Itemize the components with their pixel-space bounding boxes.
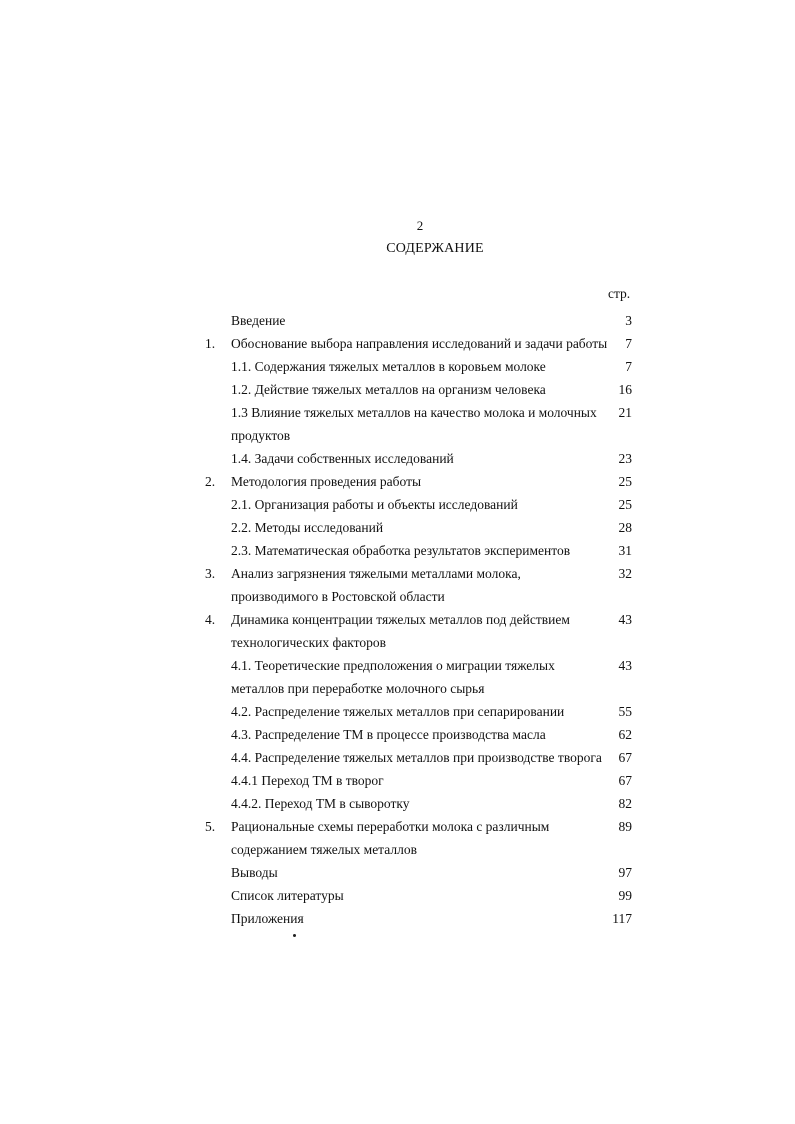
toc-entry-page: 99 [618, 888, 632, 903]
toc-entry-number: 2. [205, 474, 216, 489]
toc-entry-title [231, 470, 606, 493]
toc-entry-number: 1. [205, 336, 216, 351]
toc-entry-title [231, 562, 606, 608]
toc-entry-page: 7 [625, 359, 632, 374]
toc-entry-page: 21 [618, 405, 632, 420]
toc-entry-page: 67 [618, 750, 632, 765]
toc-entry-title [231, 884, 606, 907]
toc-entry-title-line: 2.1. Организация работы и объекты исследований [231, 497, 518, 512]
page-number: 2 [416, 218, 424, 233]
toc-entry-title [231, 815, 606, 861]
toc-entry-page: 67 [618, 773, 632, 788]
toc-entry-title-line: Выводы [231, 865, 278, 880]
toc-entry-title-line: Обоснование выбора направления исследований и задачи работы [231, 336, 608, 351]
toc-entry-title-line: продуктов [231, 428, 291, 443]
toc-entry-title [231, 746, 606, 769]
toc-entry-title [231, 700, 606, 723]
toc-entry-page: 23 [618, 451, 632, 466]
toc-entry-title [231, 907, 606, 930]
toc-entry-page: 28 [618, 520, 632, 535]
toc-entry-title-line: технологических факторов [231, 635, 386, 650]
toc-entry-page: 62 [618, 727, 632, 742]
toc-entry-page: 82 [618, 796, 632, 811]
toc-entry-title-line: Введение [231, 313, 286, 328]
toc-entry-title [231, 654, 606, 700]
toc-entry-title-line: Анализ загрязнения тяжелыми металлами молока, [231, 566, 521, 581]
toc-entry-title-line: 4.4.2. Переход ТМ в сыворотку [231, 796, 410, 811]
toc-entry-title [231, 769, 606, 792]
toc-entry-title [231, 608, 606, 654]
toc-entry-title-line: Динамика концентрации тяжелых металлов под действием [231, 612, 570, 627]
toc-entry-title-line: 4.3. Распределение ТМ в процессе производства масла [231, 727, 546, 742]
toc-entry-page: 25 [618, 497, 632, 512]
toc-entry-page: 55 [618, 704, 632, 719]
toc-entry-title-line: 2.2. Методы исследований [231, 520, 384, 535]
toc-entry-title [231, 355, 606, 378]
toc-entry-number: 5. [205, 819, 216, 834]
toc-entry-title-line: 4.1. Теоретические предположения о миграции тяжелых [231, 658, 555, 673]
toc-entry-title-line: Список литературы [231, 888, 344, 903]
page-title: СОДЕРЖАНИЕ [386, 241, 484, 256]
toc-entry-title-line: 4.4. Распределение тяжелых металлов при производстве творога [231, 750, 602, 765]
toc-entry-title-line: 1.2. Действие тяжелых металлов на организм человека [231, 382, 546, 397]
toc-entry-page: 31 [618, 543, 632, 558]
toc-entry-page: 97 [618, 865, 632, 880]
toc-entry-title-line: 4.4.1 Переход ТМ в творог [231, 773, 384, 788]
toc-entry-title-line: Рациональные схемы переработки молока с различным [231, 819, 550, 834]
toc-entry-page: 89 [618, 819, 632, 834]
toc-entry-title-line: Методология проведения работы [231, 474, 422, 489]
toc-entry-title-line: 4.2. Распределение тяжелых металлов при сепарировании [231, 704, 565, 719]
toc-entry-title-line: содержанием тяжелых металлов [231, 842, 417, 857]
toc-entry-title-line: производимого в Ростовской области [231, 589, 445, 604]
toc-entry-number: 3. [205, 566, 216, 581]
toc-entry-title [231, 309, 606, 332]
toc-entry-title-line: Приложения [231, 911, 304, 926]
toc-entry-page: 43 [618, 658, 632, 673]
toc-entry-page: 43 [618, 612, 632, 627]
toc-entry-title [231, 332, 606, 355]
toc-entry-title [231, 723, 606, 746]
toc-entry-title-line: 1.3 Влияние тяжелых металлов на качество молока и молочных [231, 405, 597, 420]
toc-entry-number: 4. [205, 612, 216, 627]
toc-entry-title [231, 378, 606, 401]
toc-entry-page: 117 [612, 911, 632, 926]
toc-entry-page: 3 [625, 313, 632, 328]
toc-entry-page: 32 [618, 566, 632, 581]
toc-entry-title-line: металлов при переработке молочного сырья [231, 681, 485, 696]
toc-entry-title [231, 792, 606, 815]
toc-entry-title [231, 516, 606, 539]
toc-entry-page: 25 [618, 474, 632, 489]
scan-speck [293, 934, 296, 937]
toc-entry-title [231, 861, 606, 884]
toc-entry-page: 7 [625, 336, 632, 351]
toc-entry-title [231, 539, 606, 562]
toc-entry-title-line: 1.4. Задачи собственных исследований [231, 451, 454, 466]
toc-entry-page: 16 [618, 382, 632, 397]
toc-entry-title [231, 447, 606, 470]
toc-entry-title [231, 493, 606, 516]
toc-entry-title [231, 401, 606, 447]
toc-entry-title-line: 2.3. Математическая обработка результатов экспериментов [231, 543, 571, 558]
toc-entry-title-line: 1.1. Содержания тяжелых металлов в коровьем молоке [231, 359, 546, 374]
page-column-header: стр. [608, 286, 631, 301]
